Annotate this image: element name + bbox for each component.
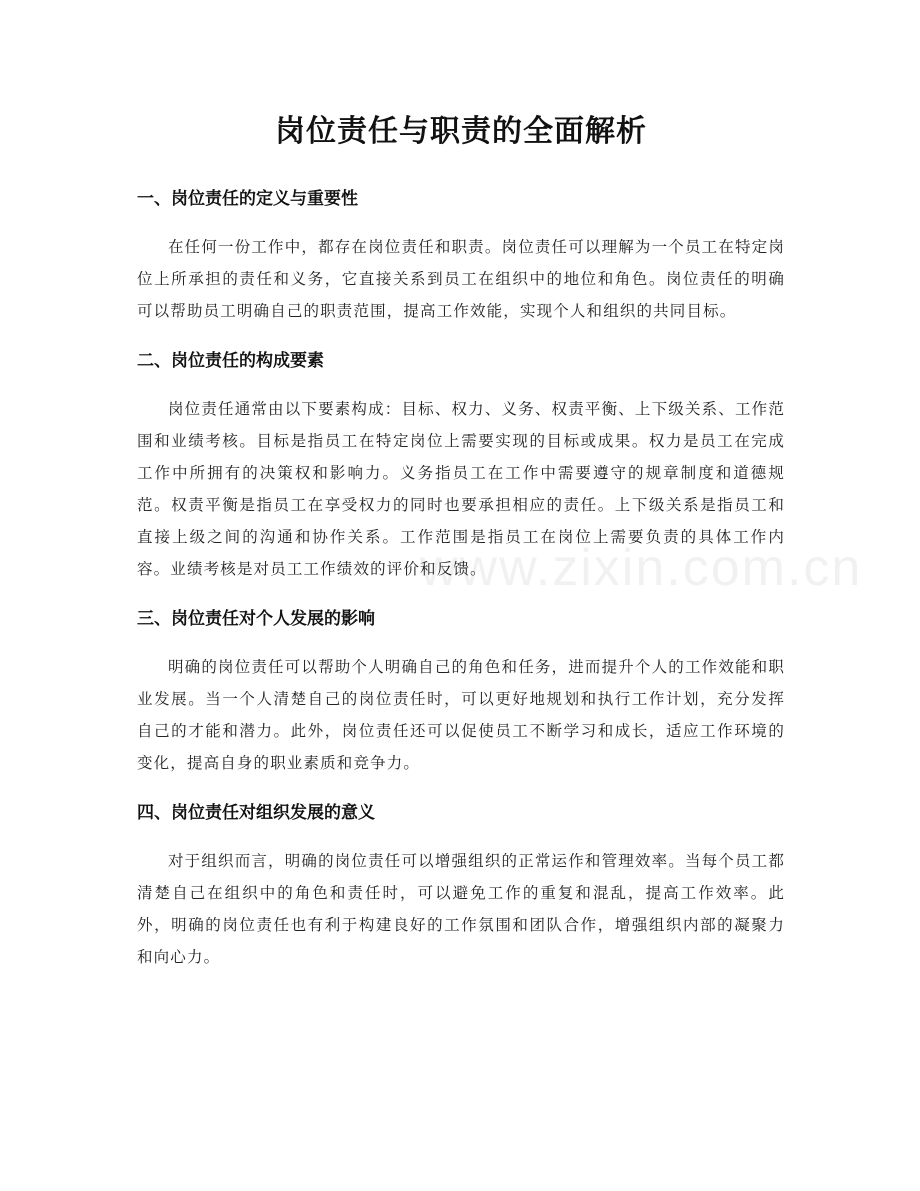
document-content <box>137 108 785 994</box>
section-heading: 二、岗位责任的构成要素 <box>137 351 324 371</box>
section-organization-significance <box>137 800 785 973</box>
section-components <box>137 348 785 585</box>
section-heading: 四、岗位责任对组织发展的意义 <box>137 803 375 823</box>
page-title: 岗位责任与职责的全面解析 <box>275 114 647 149</box>
section-personal-impact <box>137 606 785 779</box>
section-heading: 三、岗位责任对个人发展的影响 <box>137 609 375 629</box>
watermark: www.zixin.com.cn <box>420 539 863 597</box>
section-definition <box>137 186 785 327</box>
section-paragraph: 在任何一份工作中，都存在岗位责任和职责。岗位责任可以理解为一个员工在特定岗位上所承担的责任和义务，它直接关系到员工在组织中的地位和角色。岗位责任的明确可以帮助员工明确自己的职责范围，提高工作效能，实现个人和组织的共同目标。 <box>137 238 785 320</box>
section-heading: 一、岗位责任的定义与重要性 <box>137 189 358 209</box>
section-paragraph: 明确的岗位责任可以帮助个人明确自己的角色和任务，进而提升个人的工作效能和职业发展。当一个人清楚自己的岗位责任时，可以更好地规划和执行工作计划，充分发挥自己的才能和潜力。此外，岗位责任还可以促使员工不断学习和成长，适应工作环境的变化，提高自身的职业素质和竞争力。 <box>137 658 785 772</box>
section-paragraph: 岗位责任通常由以下要素构成：目标、权力、义务、权责平衡、上下级关系、工作范围和业绩考核。目标是指员工在特定岗位上需要实现的目标或成果。权力是员工在完成工作中所拥有的决策权和影响力。义务指员工在工作中需要遵守的规章制度和道德规范。权责平衡是指员工在享受权力的同时也要承担相应的责任。上下级关系是指员工和直接上级之间的沟通和协作关系。工作范围是指员工在岗位上需要负责的具体工作内容。业绩考核是对员工工作绩效的评价和反馈。 <box>137 400 785 578</box>
section-paragraph: 对于组织而言，明确的岗位责任可以增强组织的正常运作和管理效率。当每个员工都清楚自己在组织中的角色和责任时，可以避免工作的重复和混乱，提高工作效率。此外，明确的岗位责任也有利于构建良好的工作氛围和团队合作，增强组织内部的凝聚力和向心力。 <box>137 852 785 966</box>
